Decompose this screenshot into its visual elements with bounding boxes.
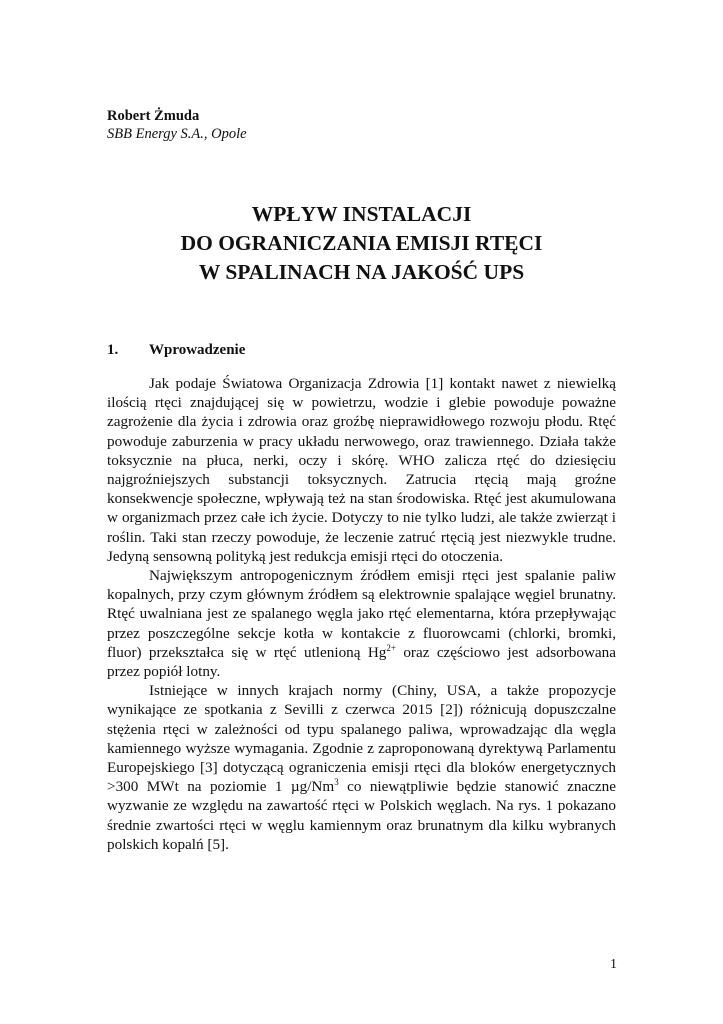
paragraph-3-text-end: co niewątpliwie będzie stanowić znaczne wyzwanie ze względu na zawartość rtęci w Polskich węglach. Na rys. 1 pokazano średnie zwartości rtęci w węglu kamiennym oraz brunatnym dla kilku wybranych polskich kopalń [5]. [107, 778, 616, 853]
paragraph-2-text: Największym antropogenicznym źródłem emisji rtęci jest spalanie paliw kopalnych, przy czym głównym źródłem są elektrownie spalające węgiel brunatny. Rtęć uwalniana jest ze spalanego węgla jako rtęć elementarna, która przepływając przez poszczególne sekcje kotła w kontakcie z fluorowcami (chlorki, bromki, fluor) przekształca się w rtęć utlenioną Hg [107, 567, 616, 661]
page-number: 1 [610, 957, 617, 972]
paragraph-3 [107, 681, 616, 854]
title-line-3: W SPALINACH NA JAKOŚĆ UPS [198, 260, 525, 284]
paragraph-2 [107, 566, 616, 681]
author-name: Robert Żmuda [107, 108, 200, 124]
title-line-2: DO OGRANICZANIA EMISJI RTĘCI [180, 231, 543, 255]
body-text [107, 374, 616, 854]
charge-superscript: 2+ [386, 642, 396, 653]
paragraph-2-text-end: oraz częściowo jest adsorbowana przez popiół lotny. [107, 643, 616, 681]
section-title: Wprowadzenie [149, 342, 246, 358]
author-affiliation: SBB Energy S.A., Opole [107, 126, 247, 142]
paragraph-3-text: Istniejące w innych krajach normy (Chiny, USA, a także propozycje wynikające ze spotkania z Sevilli z czerwca 2015 [2]) różnicują dopuszczalne stężenia rtęci w zależności od typu spalanego paliwa, wprowadzając dla węgla kamiennego wyższe wymagania. Zgodnie z zaproponowaną dyrektywą Parlamentu Europejskiego [3] dotyczącą ograniczenia emisji rtęci dla bloków energetycznych >300 MWt na poziomie 1 µg/Nm [107, 682, 616, 796]
section-heading [107, 340, 245, 360]
document-title [107, 200, 616, 287]
section-number: 1. [107, 342, 119, 358]
paragraph-1: Jak podaje Światowa Organizacja Zdrowia [1] kontakt nawet z niewielką ilością rtęci znajdującej się w powietrzu, wodzie i glebie powoduje poważne zagrożenie dla życia i zdrowia oraz groźbę nieprawidłowego rozwoju płodu. Rtęć powoduje zaburzenia w pracy układu nerwowego, oraz trawiennego. Działa także toksycznie na płuca, nerki, oczy i skórę. WHO zalicza rtęć do dziesięciu najgroźniejszych substancji toksycznych. Zatrucia rtęcią mają groźne konsekwencje społeczne, wpływają też na stan środowiska. Rtęć jest akumulowana w organizmach przez całe ich życie. Dotyczy to nie tylko ludzi, ale także zwierząt i roślin. Taki stan rzeczy powoduje, że leczenie zatruć rtęcią jest niezwykle trudne. Jedyną sensowną polityką jest redukcja emisji rtęci do otoczenia. [107, 375, 616, 565]
unit-superscript: 3 [334, 777, 339, 788]
title-line-1: WPŁYW INSTALACJI [251, 202, 472, 226]
